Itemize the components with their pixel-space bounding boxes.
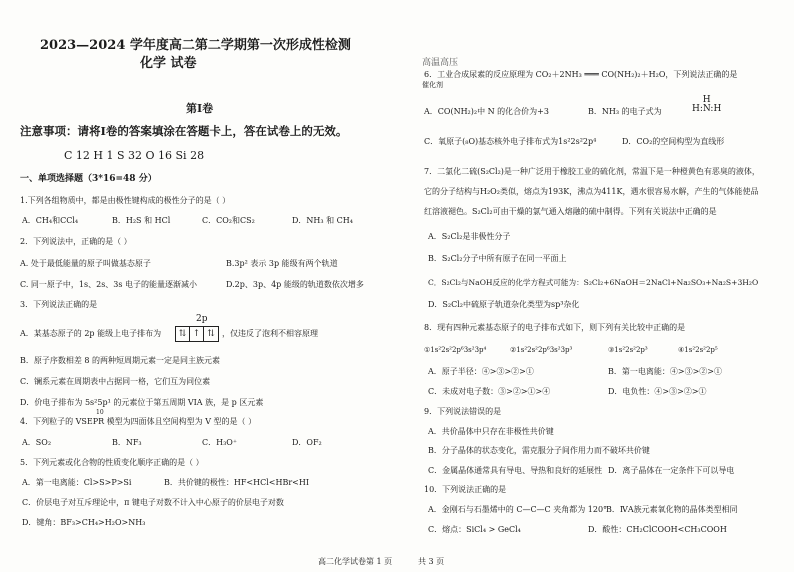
question-1-option-d: D．NH₃ 和 CH₄: [292, 216, 353, 225]
lewis-top-h: H: [702, 95, 711, 105]
question-10-option-c: C．熔点：SiCl₄ > GeCl₄: [428, 525, 521, 534]
orbital-cell-3: ⇅: [207, 329, 215, 339]
question-8-option-a: A．原子半径：④>③>②>①: [428, 367, 534, 376]
section-heading: 一、单项选择题（3*16=48 分）: [20, 174, 157, 184]
lewis-middle: H:N:H: [692, 104, 722, 114]
question-8-stem: 8．现有四种元素基态原子的电子排布式如下，则下列有关比较中正确的是: [424, 323, 686, 332]
exam-title: 2023—2024 学年度高二第二学期第一次形成性检测: [40, 38, 351, 53]
question-4-stem: 4．下列粒子的 VSEPR 模型为四面体且空间构型为 V 型的是（ ）: [20, 417, 257, 426]
reaction-condition-bottom: 催化剂: [422, 81, 443, 89]
question-10-option-a: A．金刚石与石墨烯中的 C—C—C 夹角都为 120°: [428, 505, 608, 514]
question-6-stem: 6．工业合成尿素的反应原理为 CO₂＋2NH₃ ═══ CO(NH₂)₂＋H₂O，下列说法正确的是: [424, 70, 738, 79]
question-9-option-c: C．金属晶体通常具有导电、导热和良好的延展性: [428, 466, 603, 475]
question-3-option-a-tail: ，仅违反了泡利不相容原理: [222, 329, 318, 338]
question-8-config-2: ②1s²2s²2p⁶3s²3p³: [510, 346, 573, 354]
question-3-option-c: C．镧系元素在周期表中占据同一格，它们互为同位素: [20, 377, 211, 386]
orbital-cell-2: ↑: [190, 327, 204, 341]
question-9-stem: 9．下列说法错误的是: [424, 407, 502, 416]
question-5-option-d: D．键角：BF₃>CH₄>H₂O>NH₃: [22, 518, 146, 527]
question-7-option-a: A．S₂Cl₂是非极性分子: [428, 232, 511, 241]
question-1-stem: 1.下列各组物质中，都是由极性键构成的极性分子的是（ ）: [20, 196, 231, 205]
question-10-option-b: B．ⅣA族元素氧化物的晶体类型相同: [606, 505, 738, 514]
volume-heading: 第Ⅰ卷: [186, 102, 214, 115]
question-6-option-c: C．氧原子(₈O)基态核外电子排布式为1s²2s²2p⁴: [424, 137, 597, 146]
question-5-option-a: A．第一电离能：Cl>S>P>Si: [22, 478, 132, 487]
question-4-option-c: C．H₃O⁺: [202, 438, 238, 447]
question-7-stem-line-3: 红溶液褪色。S₂Cl₂可由干燥的氯气通入熔融的硫中制得。下列有关说法中正确的是: [424, 207, 717, 216]
question-5-stem: 5．下列元素或化合物的性质变化顺序正确的是（ ）: [20, 458, 204, 467]
question-3-option-b: B．原子序数相差 8 的两种短周期元素一定是同主族元素: [20, 356, 221, 365]
question-4-option-b: B．NF₃: [112, 438, 142, 447]
page-footer: 高二化学试卷第 1 页: [318, 557, 393, 566]
question-2-option-c: C. 同一原子中，1s、2s、3s 电子的能量逐渐减小: [20, 280, 198, 289]
question-2-option-d: D.2p、3p、4p 能级的轨道数依次增多: [226, 280, 364, 289]
question-9-option-b: B．分子晶体的状态变化，需克服分子间作用力而不破坏共价键: [428, 446, 650, 455]
question-8-option-d: D．电负性：④>③>②>①: [608, 387, 707, 396]
question-7-option-c: C．S₂Cl₂与NaOH反应的化学方程式可能为：S₂Cl₂+6NaOH＝2NaCl+Na₂SO₃+Na₂S+3H₂O: [428, 278, 759, 287]
question-1-option-a: A．CH₄和CCl₄: [22, 216, 79, 225]
atomic-masses: C 12 H 1 S 32 O 16 Si 28: [64, 149, 205, 162]
question-2-stem: 2．下列说法中，正确的是（ ）: [20, 237, 132, 246]
question-7-option-b: B．S₂Cl₂分子中所有原子在同一平面上: [428, 254, 567, 263]
question-10-stem: 10．下列说法正确的是: [424, 485, 507, 494]
question-5-option-b: B．共价键的极性：HF<HCl<HBr<HI: [164, 478, 309, 487]
question-4-option-a: A．SO₂: [22, 438, 52, 447]
orbital-diagram: [175, 326, 219, 342]
question-3-option-d: D．价电子排布为 5s²5p¹ 的元素位于第五周期 VIA 族，是 p 区元素: [20, 398, 264, 407]
question-7-stem-line-2: 它的分子结构与H₂O₂类似，熔点为193K，沸点为411K，遇水很容易水解，产生的气体能使品: [424, 187, 759, 196]
question-8-option-b: B．第一电离能：④>③>②>①: [608, 367, 722, 376]
question-6-option-d: D．CO₂的空间构型为直线形: [622, 137, 725, 146]
orbital-label: 2p: [196, 314, 208, 324]
question-8-config-4: ④1s²2s²2p⁵: [678, 346, 718, 354]
question-1-option-b: B．H₂S 和 HCl: [112, 216, 171, 225]
exam-subtitle: 化学 试卷: [140, 56, 197, 71]
orbital-cell-1: ⇅: [176, 327, 190, 341]
superscript-note: 10: [96, 409, 104, 416]
question-6-option-b: B．NH₃ 的电子式为: [588, 107, 662, 116]
question-4-option-d: D．OF₂: [292, 438, 322, 447]
reaction-condition-top: 高温高压: [422, 58, 459, 68]
question-7-option-d: D．S₂Cl₂中硫原子轨道杂化类型为sp³杂化: [428, 300, 580, 309]
question-2-option-a: A. 处于最低能量的原子叫做基态原子: [20, 259, 151, 268]
question-3-stem: 3．下列说法正确的是: [20, 300, 98, 309]
question-9-option-d: D．离子晶体在一定条件下可以导电: [608, 466, 735, 475]
question-10-option-d: D．酸性：CH₂ClCOOH<CH₃COOH: [588, 525, 727, 534]
question-8-option-c: C．未成对电子数：③>②>①>④: [428, 387, 551, 396]
question-5-option-c: C．价层电子对互斥理论中，π 键电子对数不计入中心原子的价层电子对数: [22, 498, 284, 507]
question-9-option-a: A．共价晶体中只存在非极性共价键: [428, 427, 554, 436]
question-1-option-c: C．CO₂和CS₂: [202, 216, 255, 225]
notice-text: 注意事项：请将Ⅰ卷的答案填涂在答题卡上，答在试卷上的无效。: [20, 124, 348, 138]
question-2-option-b: B.3p² 表示 3p 能级有两个轨道: [226, 259, 338, 268]
question-8-config-3: ③1s²2s²2p³: [608, 346, 648, 354]
question-3-option-a: A．某基态原子的 2p 能级上电子排布为: [20, 329, 162, 338]
page-total: 共 3 页: [418, 557, 445, 566]
question-6-option-a: A．CO(NH₂)₂中 N 的化合价为+3: [424, 107, 549, 116]
question-8-config-1: ①1s²2s²2p⁶3s²3p⁴: [424, 346, 487, 354]
nh3-lewis-structure: [692, 96, 721, 114]
right-column: [402, 0, 794, 572]
question-7-stem-line-1: 7．二氯化二硫(S₂Cl₂)是一种广泛用于橡胶工业的硫化剂，常温下是一种橙黄色有恶臭的液体，: [424, 167, 760, 176]
